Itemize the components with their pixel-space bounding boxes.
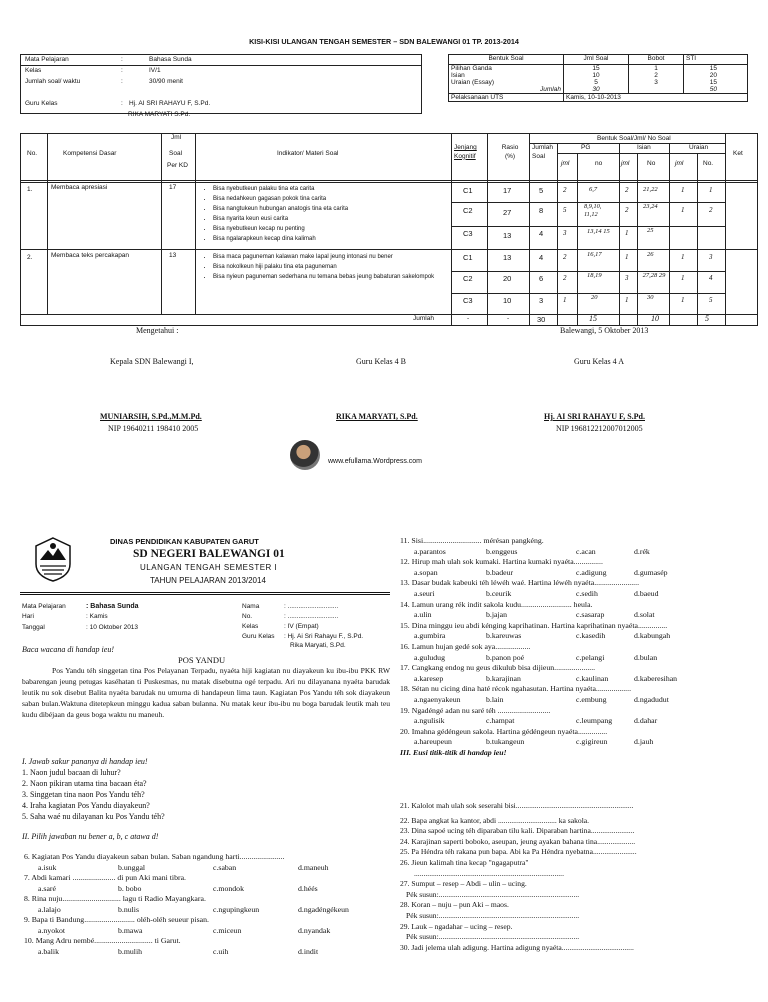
bentuk-row-2-jml: 5 [594,79,598,86]
kd1-r1-urjml: 1 [681,206,685,214]
header-bentuk-group: Bentuk Soal/Jml/ No Soal [597,135,671,142]
isian-question: 24. Karajinan saperti boboko, aseupan, jeung ayakan bahana tina.................... [400,836,636,846]
header-isian-no: No [647,160,656,167]
kd2-r0-jumlah: 4 [539,253,544,262]
guru4b-signature-name: RIKA MARYATI, S.Pd. [336,412,418,421]
isian-question: 25. Pa Héndra téh rakana pun bapa. Abi ka Pa Héndra nyebatna....................... [400,847,637,857]
kisi-title: KISI-KISI ULANGAN TENGAH SEMESTER – SDN BALEWANGI 01 TP. 2013-2014 [249,37,519,46]
exam-hari-label: Hari [22,613,34,620]
mc-option[interactable]: d.héés [298,883,318,893]
kepala-signature-name: MUNIARSIH, S.Pd.,M.M.Pd. [100,412,202,421]
mc-option[interactable]: c.pelangi [576,652,605,662]
mc-option[interactable]: d.gumasép [634,567,668,577]
mc-option[interactable]: c.uih [213,946,229,956]
mc-option[interactable]: d.indit [298,946,319,956]
kd1-r0-c: C1 [463,186,473,195]
mc-option[interactable]: c.adigung [576,567,607,577]
kd2-indicator: • Bisa nyieun paguneman sederhana nu temana bebas jeung babaturan sakelompok [213,272,463,282]
total-isian: 10 [651,314,659,323]
mc-question: 8. Rina nuju.............................. lagu ti Radio Mayangkara. [24,894,206,903]
ulangan-heading: ULANGAN TENGAH SEMESTER I [140,563,278,572]
header-kd: Kompetensi Dasar [63,150,117,157]
kd1-r2-c: C3 [463,229,473,238]
mc-option[interactable]: c.hampat [486,716,515,726]
info-value-guru1: Hj. AI SRI RAHAYU F, S.Pd. [129,100,211,107]
exam-guru-value-2: Rika Maryati, S.Pd. [290,642,346,649]
header-jumlah-soal: Jumlah Soal [532,144,553,160]
essay-questions [22,767,165,822]
mc-option[interactable]: d.kaberesihan [634,673,678,683]
mc-option[interactable]: a.gumbira [414,631,446,641]
mc-option[interactable]: a.lalajo [38,904,61,914]
mc-option[interactable]: a.sopan [414,567,438,577]
mc-question: 12. Hirup mah ulah sok kumaki. Hartina kumaki nyaéta............... [400,557,603,567]
mc-question: 14. Lamun urang rék indit sakola kudu.......................... heula. [400,599,593,609]
kd2-indicator: • Bisa nokolkeun hiji palaku tina eta paguneman [213,262,463,272]
kd1-indicator: • Bisa nyebutkeun palaku tina eta carita [213,184,348,194]
mc-option[interactable]: d.baeud [634,588,659,598]
kd1-r0-urno: 1 [709,186,713,194]
kd1-r1-isno: 23,24 [643,203,658,210]
kd1-r0-rasio: 17 [503,186,512,195]
total-jumlah: 30 [537,315,546,324]
mc-option[interactable]: b.badeur [486,567,514,577]
mc-option[interactable]: c.sedih [576,588,598,598]
total-pg: 15 [589,314,597,323]
kd2-r2-rasio: 10 [503,296,512,305]
exam-mapel-value: : Bahasa Sunda [86,603,139,610]
kd2-r1-jumlah: 6 [539,274,544,283]
bentuk-header-1: Jml Soal [564,55,629,65]
kd1-r0-jumlah: 5 [539,186,544,195]
header-perkd: Per KD [167,162,188,169]
kd1-r1-pgjml: 5 [563,206,567,214]
pek-susun-line[interactable]: Pék susun:.......................................................................... [406,910,580,920]
bentuk-row-1-sti: 20 [709,72,717,79]
bentuk-row-2-name: Uraian (Essay) [451,79,494,86]
info-label-guru: Guru Kelas [25,100,58,107]
mc-question: 7. Abdi kamari ...................... di pun Aki mani tibra. [24,873,186,882]
kd2-r2-pgjml: 1 [563,296,567,304]
kd1-indicator: • Bisa nangtukeun hubungan anatogis tina eta carita [213,204,348,214]
mc-option[interactable]: a.ulin [414,610,432,620]
mc-left-column [24,852,394,957]
kd2-r1-rasio: 20 [503,274,512,283]
mc-option[interactable]: a.balik [38,946,59,956]
guru4a-signature-name: Hj. AI SRI RAHAYU F, S.Pd. [544,412,645,421]
pek-susun-line[interactable]: Pék susun:.......................................................................... [406,889,580,899]
header-pg: PG [581,144,591,151]
kd2-r0-isjml: 1 [625,253,629,261]
kd1-count: 17 [169,184,177,191]
kd1-r1-pgno: 8,9,10, 11,12 [584,203,602,218]
kd1-r2-isjml: 1 [625,229,629,237]
kd1-indicators [203,184,348,244]
exam-no-label: No. [242,613,253,620]
mc-option[interactable]: c.mondok [213,883,244,893]
mc-option[interactable]: d.nyandak [298,925,331,935]
header-pg-jml: jml [561,160,570,167]
mc-question: 13. Dasar budak kabeuki téh léwéh waé. Hartina léwéh nyaéta....................... [400,578,640,588]
section-1-heading: I. Jawab sakur pananya di handap ieu! [22,757,148,766]
isian-question: 22. Bapa angkat ka kantor, abdi ............................... ka sakola. [400,815,590,825]
isian-question: 27. Sumput – resep – Abdi – ulin – ucing. [400,879,527,889]
exam-hari-value: : Kamis [86,613,108,620]
mc-option[interactable]: c.saban [213,862,237,872]
mc-option[interactable]: c.gigireun [576,737,608,747]
exam-mapel-label: Mata Pelajaran [22,603,66,610]
kd2-r2-jumlah: 3 [539,296,544,305]
kd2-r2-urjml: 1 [681,296,685,304]
kd1-no: 1. [27,186,33,193]
kepala-label: Kepala SDN Balewangi I, [110,357,194,366]
bentuk-header-2: Bobot [629,55,684,65]
mc-option[interactable]: a.guludug [414,652,445,662]
tempat-tanggal: Balewangi, 5 Oktober 2013 [560,326,649,335]
kd1-indicator: • Bisa ngalarapkeun kecap dina kalimah [213,234,348,244]
mc-option[interactable]: b. bobo [118,883,142,893]
mc-option[interactable]: b.lain [486,694,504,704]
essay-question: 1. Naon judul bacaan di luhur? [22,768,121,777]
info-value-kelas: IV/1 [149,67,161,74]
wacana-paragraph: Pos Yandu téh singgetan tina Pos Pelayanan Terpadu, nyaéta hiji kagiatan nu diayakeun ku ibu-ibu PKK RW babarengan jeung petugas kaséhatan ti Puskesmas, nu matak disebutna ogé terpadu. Ari nu dilayanana nyaéta barudak leutik nu sok disebut Balita nyaéta barudak nu umurna di handapeun lima taun. Kagiatan Pos Yandu téh sok diayakeun saban bulan.Waktuna ditetepkeun minggu kadua saban bulanna. Nu matak keur ibu-ibu nu boga barudak leutik mah teu kudu dibéjaan da geus boga waktu nu maneuh. [22,666,390,719]
header-rasio: Rasio (%) [501,144,519,160]
kisi-info-box: Mata Pelajaran : Bahasa Sunda Kelas : IV/1 Jumlah soal/ waktu : 30/90 menit Guru Kelas : Hj. AI SRI RAHAYU F, S.Pd. [20,54,422,114]
kd2-r1-isjml: 3 [625,274,629,282]
kd1-r2-jumlah: 4 [539,229,544,238]
bentuk-header-0: Bentuk Soal [449,55,564,65]
mc-option[interactable]: c.kaulinan [576,673,609,683]
mc-question: 6. Kagiatan Pos Yandu diayakeun saban bulan. Saban ngandung harti....................... [24,852,285,861]
kd2-r0-pgjml: 2 [563,253,567,261]
isian-question: 30. Jadi jelema ulah adigung. Hartina adigung nyaéta...................................... [400,942,634,952]
header-jml: Jml [171,134,182,141]
header-indikator: Indikator/ Materi Soal [277,150,339,157]
exam-no-value[interactable]: : ............................ [284,613,339,620]
kd1-r1-jumlah: 8 [539,206,544,215]
mc-option[interactable]: a.isuk [38,862,57,872]
exam-guru-value: : Hj. Ai Sri Rahayu F., S.Pd. [284,633,364,640]
header-isian-jml: jml [621,160,630,167]
mc-right-column [400,536,760,758]
tahun-heading: TAHUN PELAJARAN 2013/2014 [150,576,266,585]
total-rasio: - [507,315,510,322]
mc-option[interactable]: a.hareupeun [414,737,452,747]
mc-option[interactable]: a.karesep [414,673,444,683]
mc-option[interactable]: b.mulih [118,946,143,956]
kd2-r0-urno: 3 [709,253,713,261]
mc-option[interactable]: c.leumpang [576,716,613,726]
bentuk-row-0-bobot: 1 [654,65,658,72]
essay-question: 4. Iraha kagiatan Pos Yandu diayakeun? [22,801,150,810]
dinas-heading: DINAS PENDIDIKAN KABUPATEN GARUT [110,537,259,546]
kd1-r1-rasio: 27 [503,208,512,217]
kd1-r0-isjml: 2 [625,186,629,194]
mc-question: 18. Sétan nu cicing dina haté récok ngahasutan. Hartina nyaéta.................. [400,684,632,694]
mc-question: 11. Sisi.............................. mérésan pangkéng. [400,536,544,545]
isian-column [400,801,760,953]
mc-option[interactable]: d.solat [634,610,655,620]
kd1-r1-urno: 2 [709,206,713,214]
kd1-r1-c: C2 [463,206,473,215]
mc-question: 17. Cangkang endog nu geus dikulub bisa dijieun..................... [400,663,596,673]
kd1-r2-isno: 25 [647,227,654,234]
kisi-main-table [20,133,758,326]
header-pg-no: no [595,160,603,167]
total-label: Jumlah [413,315,434,322]
kd2-r0-c: C1 [463,253,473,262]
mc-option[interactable]: b.panon poé [486,652,525,662]
mc-option[interactable]: b.jajan [486,610,507,620]
exam-nama-value[interactable]: : ............................ [284,603,339,610]
info-value-guru2: RIKA MARYATI S.Pd. [128,111,191,118]
exam-tanggal-value: : 10 Oktober 2013 [86,624,139,631]
header-no: No. [27,150,38,157]
bentuk-jumlah-label: Jumlah [540,86,561,93]
mc-option[interactable]: a.ngulisik [414,716,445,726]
bentuk-soal-table [448,54,748,102]
website-link[interactable]: www.efullama.Wordpress.com [328,458,423,465]
kd1-r0-pgno: 6,7 [589,186,598,193]
section-3-heading: III. Eusi titik-titik di handap ieu! [400,747,507,757]
kd2-r0-isno: 26 [647,251,654,258]
exam-kelas-label: Kelas [242,623,259,630]
kd1-r0-urjml: 1 [681,186,685,194]
essay-question: 2. Naon pikiran utama tina bacaan éta? [22,779,147,788]
mc-option[interactable]: b.tukangeun [486,737,525,747]
exam-guru-label: Guru Kelas [242,633,275,640]
bentuk-jumlah-jml: 30 [592,86,600,93]
mc-question: 20. Imahna gédéngeun sakola. Hartina gédéngeun nyaéta............... [400,726,608,736]
guru4b-label: Guru Kelas 4 B [356,357,406,366]
kd2-r1-urjml: 1 [681,274,685,282]
isian-question: 26. Jieun kalimah tina kecap "ngagaputra" [400,857,529,867]
total-uraian: 5 [705,314,709,323]
info-label-kelas: Kelas [25,67,42,74]
mc-option[interactable]: b.enggeus [486,546,518,556]
guru4a-nip: NIP 196812212007012005 [556,424,643,433]
bentuk-jumlah-sti: 50 [709,86,717,93]
header-uraian-jml: jml [675,160,684,167]
kd1-r0-isno: 21,22 [643,186,658,193]
pelaksanaan-label: Pelaksanaan UTS [449,94,564,102]
isian-question: 28. Koran – nuju – pun Aki – maos. [400,900,509,910]
mc-option[interactable]: d.bulan [634,652,658,662]
pek-susun-line[interactable]: Pék susun:.......................................................................... [406,932,580,942]
mc-option[interactable]: d.maneuh [298,862,329,872]
bentuk-row-1-jml: 10 [592,72,600,79]
mc-option[interactable]: b.nulis [118,904,140,914]
mc-option[interactable]: d.rék [634,546,650,556]
info-value-mapel: Bahasa Sunda [149,56,192,63]
mc-option[interactable]: a.parantos [414,546,446,556]
kd1-indicator: • Bisa nyebutkeun kecap nu penting [213,224,348,234]
kd2-name: Membaca teks percakapan [51,252,130,259]
mc-option[interactable]: b.kareuwas [486,631,522,641]
mc-option[interactable]: c.ngupingkeun [213,904,260,914]
essay-question: 3. Singgetan tina naon Pos Yandu téh? [22,790,145,799]
kd2-r1-urno: 4 [709,274,713,282]
info-label-jumlah: Jumlah soal/ waktu [25,78,81,85]
exam-tanggal-label: Tanggal [22,624,45,631]
bentuk-row-2-bobot: 3 [654,79,658,86]
mc-option[interactable]: b.karajinan [486,673,521,683]
section-2-heading: II. Pilih jawaban nu bener a, b, c atawa d! [22,832,159,841]
kd2-r1-pgno: 18,19 [587,272,602,279]
exam-nama-label: Nama [242,603,260,610]
kd2-r0-pgno: 16,17 [587,251,602,258]
school-heading: SD NEGERI BALEWANGI 01 [133,548,285,560]
kd2-r2-pgno: 20 [591,294,598,301]
kd1-r2-rasio: 13 [503,231,512,240]
mc-option[interactable]: a.ngaenyakeun [414,694,461,704]
mc-option[interactable]: a.saré [38,883,56,893]
mc-option[interactable]: c.acan [576,546,596,556]
header-soal: Soal [169,150,183,157]
kd2-r1-isno: 27,28 29 [642,272,666,279]
mc-question: 10. Mang Adru nembé.............................. ti Garut. [24,936,181,945]
kd2-r2-c: C3 [463,296,473,305]
exam-kelas-value: : IV (Empat) [284,623,319,630]
bentuk-row-2-sti: 15 [709,79,717,86]
bentuk-row-0-sti: 15 [709,65,717,72]
mc-option[interactable]: c.kasedih [576,631,606,641]
kepala-nip: NIP 19640211 198410 2005 [108,424,199,433]
kd1-r2-pgjml: 3 [563,229,567,237]
header-isian: Isian [637,144,651,151]
kd2-r0-urjml: 1 [681,253,685,261]
kd1-indicator: • Bisa nedahkeun gagasan pokok tina carita [213,194,348,204]
answer-line[interactable]: ............................................................................... [414,868,564,878]
wacana-title: POS YANDU [178,655,226,665]
mc-option[interactable]: c.sasarap [576,610,605,620]
mc-option[interactable]: d.kabungah [634,631,671,641]
kd1-name: Membaca apresiasi [51,184,108,191]
school-logo-icon [34,536,72,582]
kd1-r0-pgjml: 2 [563,186,567,194]
mc-option[interactable]: b.ceurik [486,588,512,598]
kd2-indicator: • Bisa maca paguneman kalawan make lapal jeung intonasi nu bener [213,252,463,262]
mc-option[interactable]: a.seuri [414,588,435,598]
pelaksanaan-value: Kamis, 10-10-2013 [564,94,748,102]
mc-question: 15. Dina minggu ieu abdi kénging kaprihatinan. Hartina kaprihatinan nyaéta............... [400,620,668,630]
mc-question: 9. Bapa ti Bandung.......................... oléh-oléh seueur pisan. [24,915,209,924]
mc-option[interactable]: d.ngadudut [634,694,669,704]
header-ket: Ket [733,150,743,157]
header-divider [20,592,390,595]
kd2-r1-c: C2 [463,274,473,283]
kd2-indicators [203,252,463,282]
avatar [290,440,320,470]
kd1-r2-pgno: 13,14 15 [587,228,610,235]
info-value-jumlah: 30/90 menit [149,78,183,85]
essay-question: 5. Saha waé nu dilayanan ku Pos Yandu téh? [22,812,165,821]
header-uraian-no: No. [703,160,714,167]
total-c: - [467,315,470,322]
isian-question: 23. Dina sapoé ucing téh diparaban tilu kali. Diparaban hartina....................... [400,826,635,836]
bentuk-header-3: STI [684,55,748,65]
mengetahui-label: Mengetahui : [136,326,179,335]
mc-question: 19. Ngadéngé adan nu saré téh ........................... [400,705,551,715]
mc-option[interactable]: d.jauh [634,737,654,747]
bentuk-row-0-name: Pilihan Ganda [451,65,492,72]
mc-option[interactable]: d.dahar [634,716,658,726]
guru4a-label: Guru Kelas 4 A [574,357,624,366]
kd2-r2-isno: 30 [647,294,654,301]
kd2-r0-rasio: 13 [503,253,512,262]
header-uraian: Uraian [689,144,709,151]
isian-question: 21. Kalolot mah ulah sok seserahi bisi.............................................................. [400,801,634,810]
bentuk-row-1-name: Isian [451,72,465,79]
kd2-count: 13 [169,252,177,259]
mc-option[interactable]: c.embung [576,694,607,704]
mc-option[interactable]: b.mawa [118,925,143,935]
info-label-mapel: Mata Pelajaran [25,56,69,63]
mc-question: 16. Lamun hujan gedé sok aya.................. [400,641,531,651]
kd1-indicator: • Bisa nyarita keun eusi carita [213,214,348,224]
header-jenjang: Jenjang Kognitif [454,144,477,160]
baca-instruction: Baca wacana di handap ieu! [22,645,114,654]
mc-option[interactable]: c.miceun [213,925,242,935]
isian-question: 29. Lauk – ngadahar – ucing – resep. [400,921,513,931]
mc-option[interactable]: a.nyokot [38,925,66,935]
mc-option[interactable]: b.unggal [118,862,146,872]
bentuk-row-1-bobot: 2 [654,72,658,79]
mc-option[interactable]: d.ngadéngékeun [298,904,349,914]
kd2-r2-isjml: 1 [625,296,629,304]
bentuk-row-0-jml: 15 [592,65,600,72]
kd1-r1-isjml: 2 [625,206,629,214]
kd2-r1-pgjml: 2 [563,274,567,282]
kd2-no: 2. [27,254,33,261]
kd2-r2-urno: 5 [709,296,713,304]
